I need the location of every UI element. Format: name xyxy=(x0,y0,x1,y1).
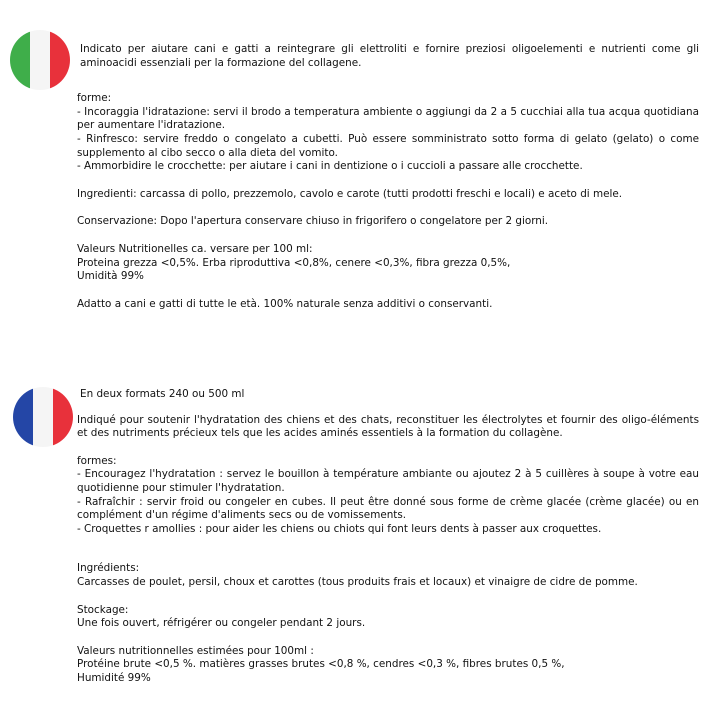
italian-nutrition-line: Umidità 99% xyxy=(77,270,144,283)
french-section xyxy=(77,388,699,686)
italian-ingredients: Ingredienti: carcassa di pollo, prezzemolo, cavolo e carote (tutti prodotti freschi e locali) e aceto di mele. xyxy=(77,187,623,200)
italian-nutrition-title: Valeurs Nutritionelles ca. versare per 100 ml: xyxy=(77,242,313,255)
french-form-item: - Rafraîchir : servir froid ou congeler en cubes. Il peut être donné sous forme de crème glacée (crème glacée) ou en complément d'un régime d'aliments secs ou de vomissements. xyxy=(77,495,699,522)
flag-stripe xyxy=(33,387,53,447)
italian-section xyxy=(77,43,699,311)
french-forms-title: formes: xyxy=(77,454,117,467)
italian-storage: Conservazione: Dopo l'apertura conservare chiuso in frigorifero o congelatore per 2 giorni. xyxy=(77,215,549,228)
french-formats: En deux formats 240 ou 500 ml xyxy=(80,388,245,400)
flag-stripe xyxy=(30,30,50,90)
french-ingredients: Carcasses de poulet, persil, choux et carottes (tous produits frais et locaux) et vinaigre de cidre de pomme. xyxy=(77,575,638,588)
french-nutrition-line: Humidité 99% xyxy=(77,671,151,684)
italian-form-item: - Rinfresco: servire freddo o congelato a cubetti. Può essere somministrato sotto forma di gelato (gelato) o come supplemento al cibo secco o alla dieta del vomito. xyxy=(77,132,699,159)
french-storage: Une fois ouvert, réfrigérer ou congeler pendant 2 jours. xyxy=(77,617,366,630)
italian-form-item: - Ammorbidire le crocchette: per aiutare i cani in dentizione o i cuccioli a passare alle crocchette. xyxy=(77,160,583,173)
flag-stripe xyxy=(10,30,30,90)
french-storage-title: Stockage: xyxy=(77,603,129,616)
france-flag-icon xyxy=(13,387,73,447)
italian-form-item: - Incoraggia l'idratazione: servi il brodo a temperatura ambiente o aggiungi da 2 a 5 cucchiai alla tua acqua quotidiana per aumentare l'idratazione. xyxy=(77,105,699,132)
italian-forms-title: forme: xyxy=(77,92,112,105)
french-nutrition-line: Protéine brute <0,5 %. matières grasses brutes <0,8 %, cendres <0,3 %, fibres brutes 0,5 %, xyxy=(77,658,565,671)
italian-intro: Indicato per aiutare cani e gatti a reintegrare gli elettroliti e fornire preziosi oligoelementi e nutrienti come gli aminoacidi essenziali per la formazione del collagene. xyxy=(80,43,699,69)
italian-nutrition-line: Proteina grezza <0,5%. Erba riproduttiva <0,8%, cenere <0,3%, fibra grezza 0,5%, xyxy=(77,256,511,269)
french-ingredients-title: Ingrédients: xyxy=(77,562,140,575)
flag-stripe xyxy=(13,387,33,447)
french-nutrition-title: Valeurs nutritionnelles estimées pour 100ml : xyxy=(77,644,314,657)
italian-closing: Adatto a cani e gatti di tutte le età. 100% naturale senza additivi o conservanti. xyxy=(77,297,493,310)
flag-stripe xyxy=(53,387,73,447)
flag-stripe xyxy=(50,30,70,90)
french-form-item: - Croquettes r amollies : pour aider les chiens ou chiots qui font leurs dents à passer aux croquettes. xyxy=(77,522,602,535)
french-intro: Indiqué pour soutenir l'hydratation des chiens et des chats, reconstituer les électrolytes et fournir des oligo-éléments et des nutriments précieux tels que les acides aminés essentiels à la formation du collagène. xyxy=(77,413,699,440)
italy-flag-icon xyxy=(10,30,70,90)
french-form-item: - Encouragez l'hydratation : servez le bouillon à température ambiante ou ajoutez 2 à 5 cuillères à soupe à votre eau quotidienne pour stimuler l'hydratation. xyxy=(77,468,699,494)
